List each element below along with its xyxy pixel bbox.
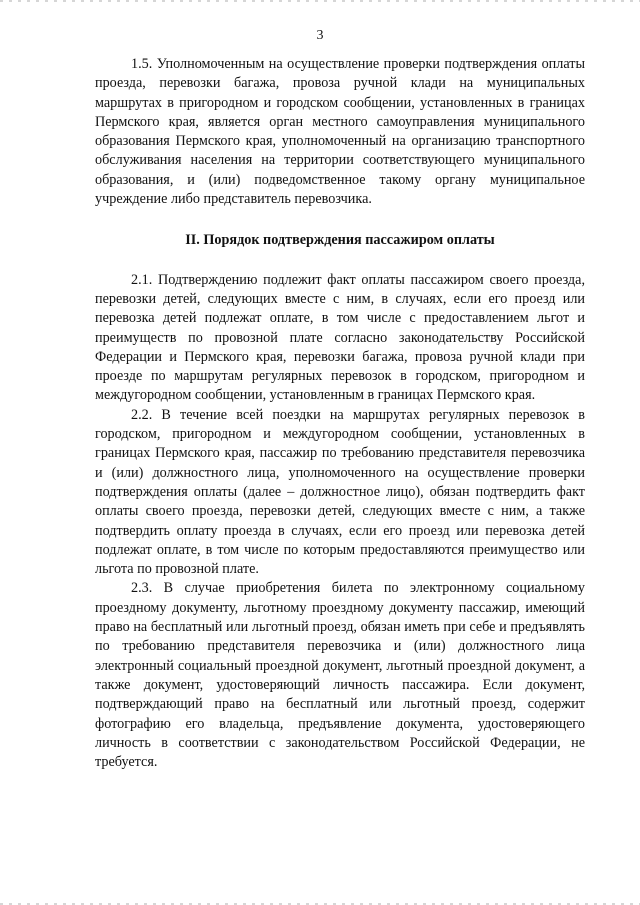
document-body [95, 55, 585, 772]
scan-edge-top [0, 0, 640, 2]
section-heading: II. Порядок подтверждения пассажиром оплаты [185, 232, 495, 249]
paragraph-2-2: 2.2. В течение всей поездки на маршрутах регулярных перевозок в городском, пригородном и междугородном сообщении, установленных в границах Пермского края, пассажир по требованию представителя перевозчика и (или) должностного лица, уполномоченного на осуществление проверки подтверждения оплаты (далее – должностное лицо), обязан подтвердить факт оплаты своего проезда, перевозки детей, следующих вместе с ним, а также подтвердить оплату проезда в случаях, если его проезд или перевозка детей подлежат оплате, в том числе по которым предоставляются преимущество или льгота по провозной плате. [95, 406, 585, 578]
page-number: 3 [316, 28, 324, 43]
paragraph-2-1: 2.1. Подтверждению подлежит факт оплаты пассажиром своего проезда, перевозки детей, следующих вместе с ним, в случаях, если его проезд или перевозка детей подлежат оплате, в том числе с предоставлением льгот и преимуществ по провозной плате согласно законодательству Российской Федерации и Пермского края, перевозки багажа, провоза ручной клади при проезде по маршрутам регулярных перевозок в городском, пригородном и междугородном сообщении, установленным в границах Пермского края. [95, 271, 585, 404]
paragraph-1-5: 1.5. Уполномоченным на осуществление проверки подтверждения оплаты проезда, перевозки багажа, провоза ручной клади на муниципальных маршрутах в пригородном и городском сообщении, установленных в границах Пермского края, является орган местного самоуправления муниципального образования Пермского края, уполномоченный на организацию транспортного обслуживания населения на территории соответствующего муниципального образования, и (или) подведомственное такому органу муниципальное учреждение либо представитель перевозчика. [95, 56, 585, 208]
paragraph-2-3: 2.3. В случае приобретения билета по электронному социальному проездному документу, льготному проездному документу пассажир, имеющий право на бесплатный или льготный проезд, обязан иметь при себе и предъявлять по требованию представителя перевозчика и (или) должностного лица электронный социальный проездной документ, льготный проездной документ, а также документ, удостоверяющий личность пассажира. Если документ, подтверждающий право на бесплатный или льготный проезд, содержит фотографию его владельца, предъявление документа, удостоверяющего личность в соответствии с законодательством Российской Федерации, не требуется. [95, 580, 585, 771]
